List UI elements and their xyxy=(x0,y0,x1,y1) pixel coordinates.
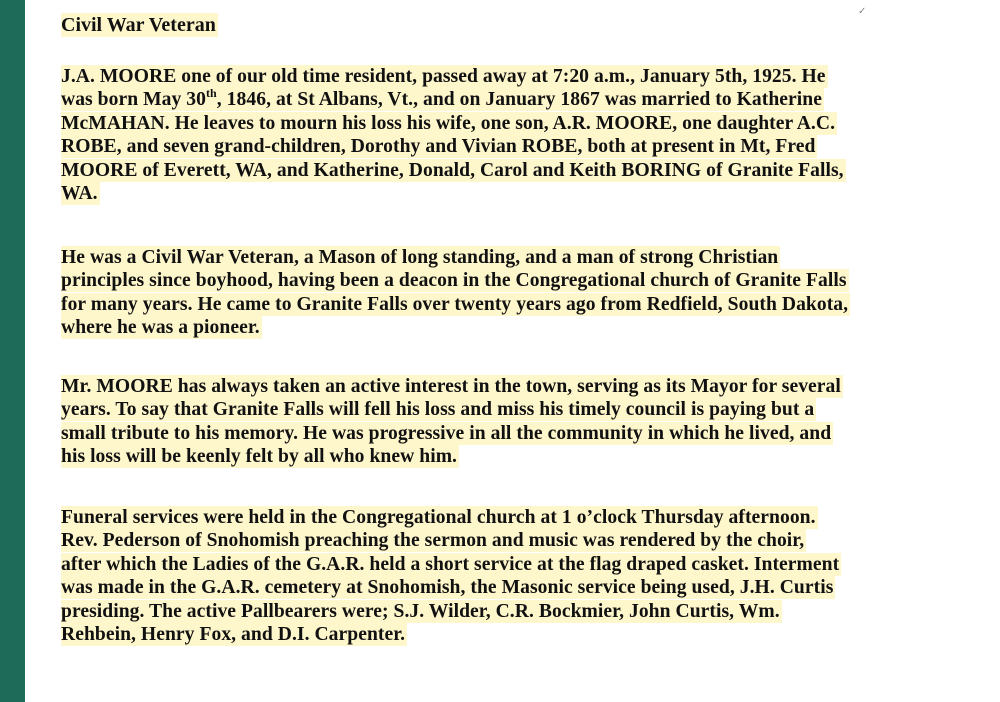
paragraph-3 xyxy=(61,375,843,469)
paragraph-line: small tribute to his memory. He was progressive in all the community in which he lived, and xyxy=(61,422,832,444)
paragraph-line: after which the Ladies of the G.A.R. held a short service at the flag draped casket. Interment xyxy=(61,553,840,575)
article-title-text: Civil War Veteran xyxy=(61,14,216,36)
paragraph-line: years. To say that Granite Falls will fell his loss and miss his timely council is paying but a xyxy=(61,399,815,421)
scan-mark: ✓ xyxy=(858,6,867,17)
paragraph-line: He was a Civil War Veteran, a Mason of long standing, and a man of strong Christian xyxy=(61,247,779,268)
paragraph-line: McMAHAN. He leaves to mourn his loss his wife, one son, A.R. MOORE, one daughter A.C. xyxy=(61,112,836,134)
paragraph-4 xyxy=(61,506,841,646)
article-title xyxy=(61,12,218,38)
paragraph-line: Funeral services were held in the Congregational church at 1 o’clock Thursday afternoon. xyxy=(61,507,816,528)
paragraph-line: for many years. He came to Granite Falls over twenty years ago from Redfield, South Dakota, xyxy=(61,293,849,315)
paragraph-line: Rehbein, Henry Fox, and D.I. Carpenter. xyxy=(61,624,406,646)
paragraph-1 xyxy=(61,65,846,205)
paragraph-line: where he was a pioneer. xyxy=(61,317,260,339)
ordinal-superscript: th xyxy=(206,86,217,101)
paragraph-line: presiding. The active Pallbearers were; S.J. Wilder, C.R. Bockmier, John Curtis, Wm. xyxy=(61,600,780,622)
paragraph-line: ROBE, and seven grand-children, Dorothy and Vivian ROBE, both at present in Mt, Fred xyxy=(61,136,816,158)
paragraph-line: was born May 30th, 1846, at St Albans, Vt., and on January 1867 was married to Katherine xyxy=(61,86,822,111)
paragraph-line: MOORE of Everett, WA, and Katherine, Donald, Carol and Keith BORING of Granite Falls, xyxy=(61,159,844,181)
paragraph-line: Rev. Pederson of Snohomish preaching the sermon and music was rendered by the choir, xyxy=(61,530,805,552)
paragraph-2 xyxy=(61,246,850,340)
paragraph-line: his loss will be keenly felt by all who knew him. xyxy=(61,446,458,468)
paragraph-line: principles since boyhood, having been a deacon in the Congregational church of Granite Falls xyxy=(61,270,847,292)
paragraph-line: was made in the G.A.R. cemetery at Snohomish, the Masonic service being used, J.H. Curtis xyxy=(61,577,834,599)
paragraph-line: WA. xyxy=(61,183,98,205)
left-margin-bar xyxy=(0,0,25,702)
paragraph-line: Mr. MOORE has always taken an active interest in the town, serving as its Mayor for several xyxy=(61,376,841,397)
paragraph-line: J.A. MOORE one of our old time resident, passed away at 7:20 a.m., January 5th, 1925. He xyxy=(61,66,826,87)
